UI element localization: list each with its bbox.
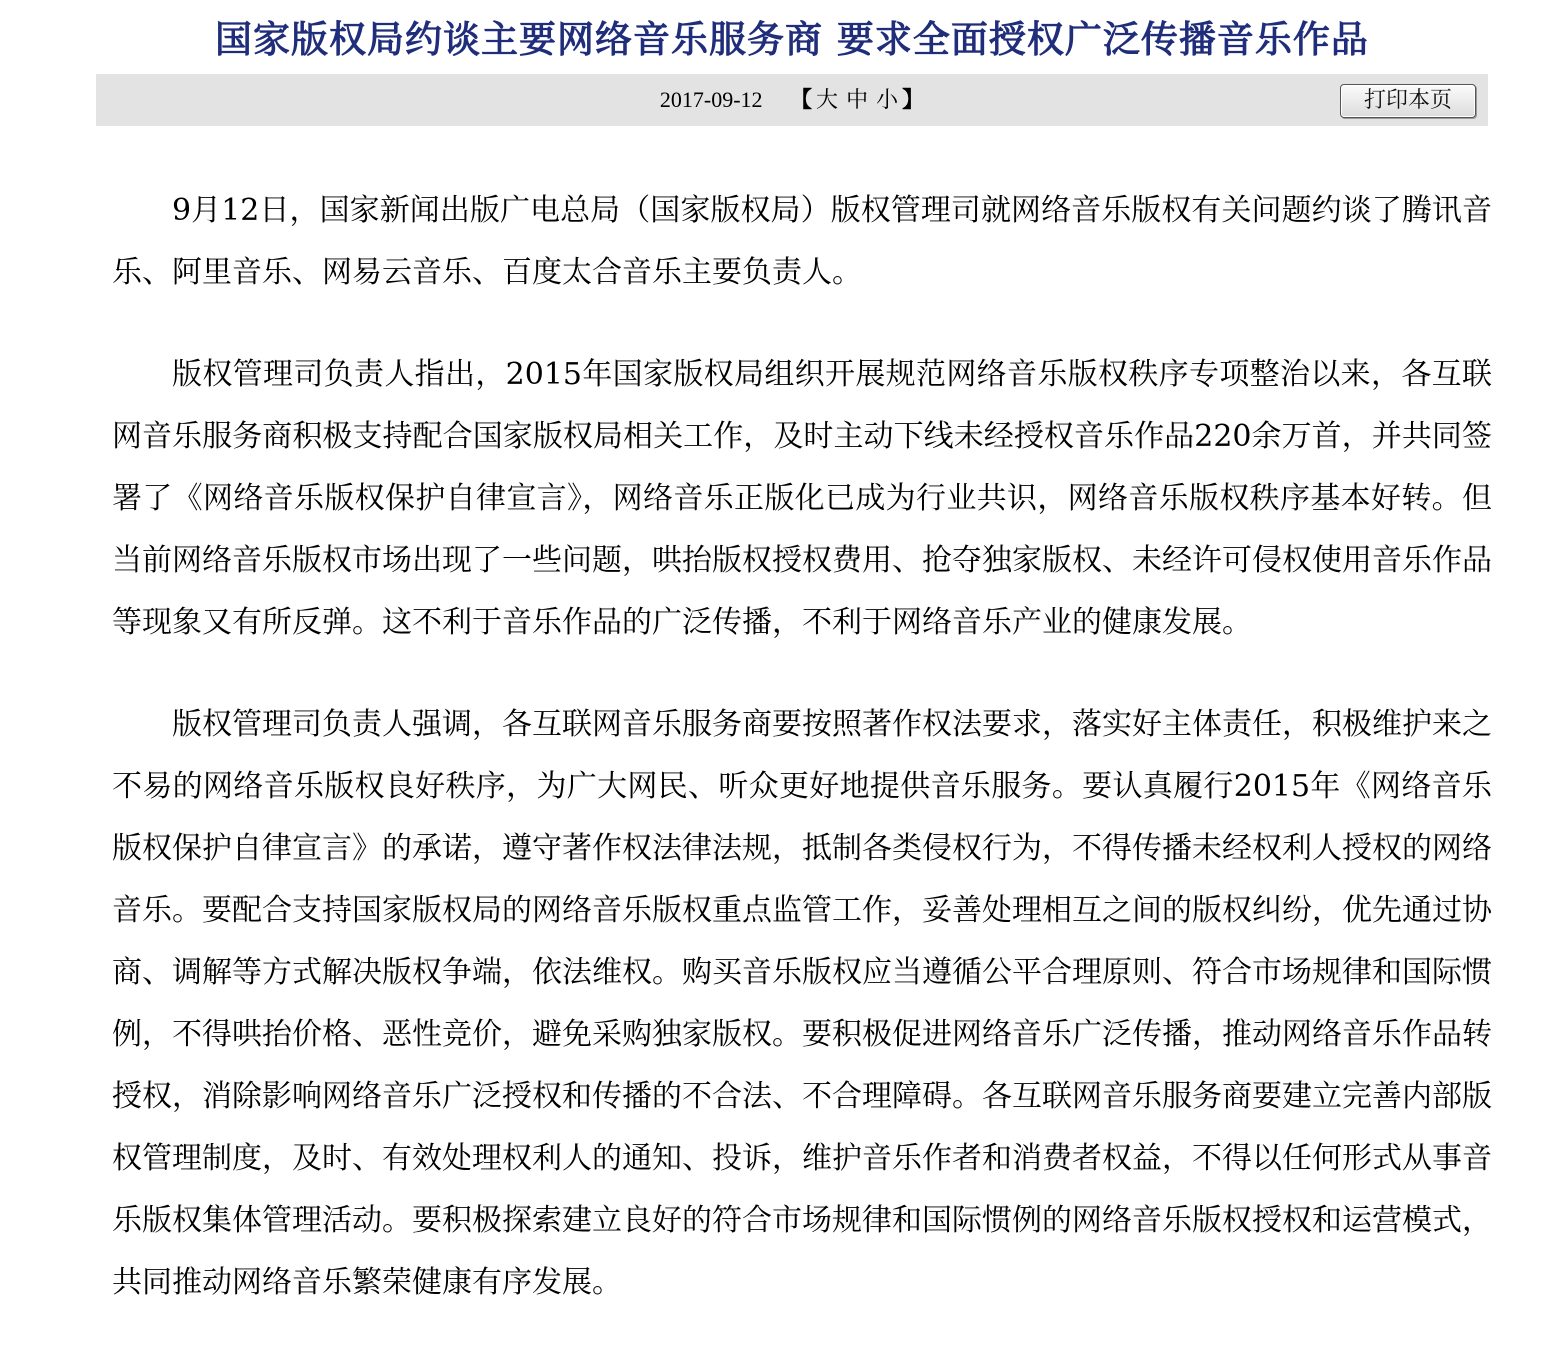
font-size-large-link[interactable]: 大 [816,87,839,112]
font-size-small-link[interactable]: 小 [876,87,899,112]
article-paragraph-2: 版权管理司负责人指出，2015年国家版权局组织开展规范网络音乐版权秩序专项整治以来，各互联网音乐服务商积极支持配合国家版权局相关工作，及时主动下线未经授权音乐作品220余万首，并共同签署了《网络音乐版权保护自律宣言》，网络音乐正版化已成为行业共识，网络音乐版权秩序基本好转。但当前网络音乐版权市场出现了一些问题，哄抬版权授权费用、抢夺独家版权、未经许可侵权使用音乐作品等现象又有所反弹。这不利于音乐作品的广泛传播，不利于网络音乐产业的健康发展。 [112,357,1492,640]
article-paragraph-3: 版权管理司负责人强调，各互联网音乐服务商要按照著作权法要求，落实好主体责任，积极维护来之不易的网络音乐版权良好秩序，为广大网民、听众更好地提供音乐服务。要认真履行2015年《网络音乐版权保护自律宣言》的承诺，遵守著作权法律法规，抵制各类侵权行为，不得传播未经权利人授权的网络音乐。要配合支持国家版权局的网络音乐版权重点监管工作，妥善处理相互之间的版权纠纷，优先通过协商、调解等方式解决版权争端，依法维权。购买音乐版权应当遵循公平合理原则、符合市场规律和国际惯例，不得哄抬价格、恶性竞价，避免采购独家版权。要积极促进网络音乐广泛传播，推动网络音乐作品转授权，消除影响网络音乐广泛授权和传播的不合法、不合理障碍。各互联网音乐服务商要建立完善内部版权管理制度，及时、有效处理权利人的通知、投诉，维护音乐作者和消费者权益，不得以任何形式从事音乐版权集体管理活动。要积极探索建立良好的符合市场规律和国际惯例的网络音乐版权授权和运营模式，共同推动网络音乐繁荣健康有序发展。 [112,707,1492,1300]
article-paragraph-1: 9月12日，国家新闻出版广电总局（国家版权局）版权管理司就网络音乐版权有关问题约谈了腾讯音乐、阿里音乐、网易云音乐、百度太合音乐主要负责人。 [112,193,1492,290]
font-size-open-bracket: 【 [790,87,813,112]
publish-date: 2017-09-12 [659,87,763,112]
print-page-button[interactable]: 打印本页 [1340,84,1476,118]
font-size-medium-link[interactable]: 中 [846,87,869,112]
article-meta-bar [96,74,1488,126]
meta-info [96,74,1488,126]
article-body [112,180,1492,1354]
article-title: 国家版权局约谈主要网络音乐服务商 要求全面授权广泛传播音乐作品 [215,18,1369,61]
font-size-close-bracket: 】 [902,87,925,112]
